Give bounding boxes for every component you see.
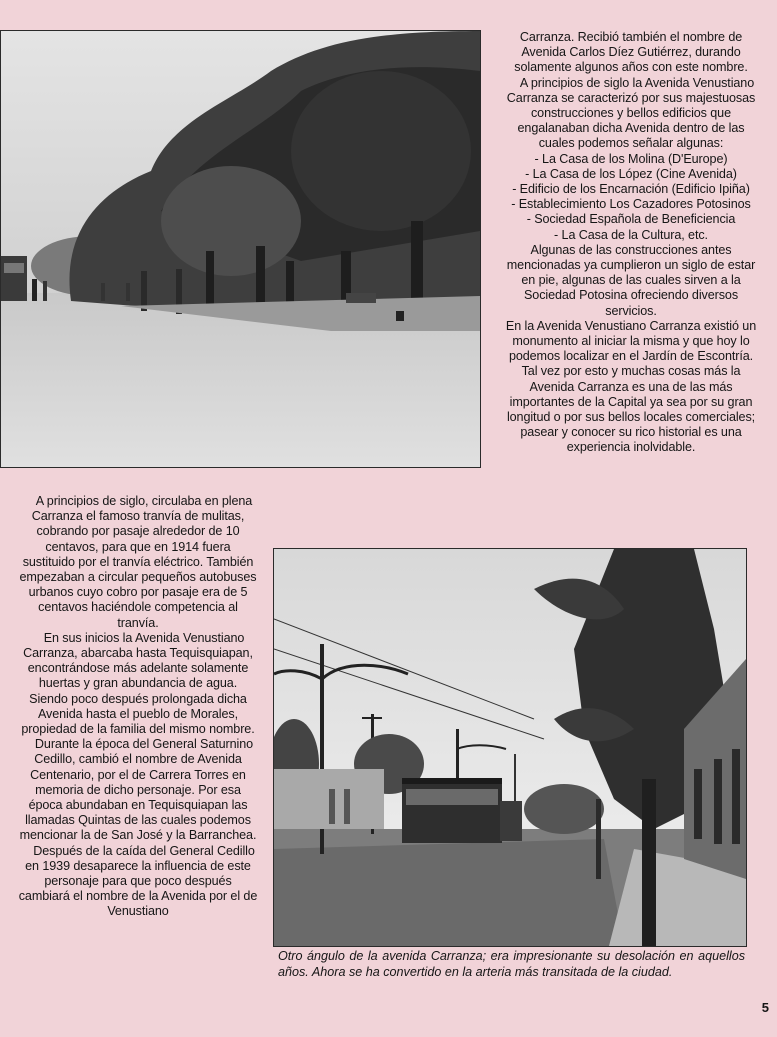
- paragraph: Algunas de las construcciones antes mencionadas ya cumplieron un siglo de estar en pie, algunas de las cuales sirven a la Sociedad Potosina ofreciendo diversos servicios.: [506, 242, 756, 318]
- left-column-text: [18, 494, 258, 920]
- page-number: 5: [761, 1000, 769, 1015]
- paragraph: Después de la caída del General Cedillo en 1939 desaparece la influencia de este personaje para que poco después cambiará el nombre de la Avenida por el de Venustiano: [18, 843, 258, 919]
- list-item: - Establecimiento Los Cazadores Potosinos: [511, 197, 751, 212]
- list-item: - La Casa de los López (Cine Avenida): [525, 166, 737, 181]
- paragraph: A principios de siglo la Avenida Venustiano Carranza se caracterizó por sus majestuosas construcciones y bellos edificios que engalanaban dicha Avenida dentro de las cuales podemos señalar algunas:: [506, 75, 756, 151]
- tram-avenue-photo: [273, 548, 747, 947]
- list-item: - Edificio de los Encarnación (Edificio Ipiña): [512, 182, 750, 197]
- avenue-trees-photo: [0, 30, 481, 468]
- photo-caption: Otro ángulo de la avenida Carranza; era impresionante su desolación en aquellos años. Ahora se ha convertido en la arteria más transitada de la ciudad.: [278, 949, 745, 979]
- list-item: - La Casa de los Molina (D'Europe): [534, 151, 728, 166]
- paragraph: En la Avenida Venustiano Carranza existió un monumento al iniciar la misma y que hoy lo podemos localizar en el Jardín de Escontría. Tal vez por esto y muchas cosas más la Avenida Carranza es una de las más importantes de la Capital ya sea por su gran longitud o por sus bellos locales comerciales; pasear y conocer su rico historial es una experiencia inolvidable.: [505, 318, 757, 455]
- list-item: - Sociedad Española de Beneficiencia: [526, 212, 736, 227]
- paragraph: En sus inicios la Avenida Venustiano Carranza, abarcaba hasta Tequisquiapan, encontrándose más adelante solamente huertas y gran abundancia de agua. Siendo poco después prolongada dicha Avenida hasta el pueblo de Morales, propiedad de la familia del mismo nombre.: [21, 630, 255, 737]
- list-item: - La Casa de la Cultura, etc.: [554, 227, 708, 242]
- right-column-text: [505, 30, 757, 456]
- paragraph: Durante la época del General Saturnino Cedillo, cambió el nombre de Avenida Centenario, por el de Carrera Torres en memoria de dicho personaje. Por esa época abundaban en Tequisquiapan las llamadas Quintas de las cuales podemos mencionar la de San José y la Barranchea.: [19, 737, 257, 843]
- paragraph: Carranza. Recibió también el nombre de Avenida Carlos Díez Gutiérrez, durando solamente algunos años con este nombre.: [514, 30, 748, 75]
- paragraph: A principios de siglo, circulaba en plena Carranza el famoso tranvía de mulitas, cobrando por pasaje alrededor de 10 centavos, para que en 1914 fuera sustituido por el tranvía eléctrico. También empezaban a circular pequeños autobuses urbanos cuyo cobro por pasaje era de 5 centavos haciéndole competencia al tranvía.: [19, 494, 257, 630]
